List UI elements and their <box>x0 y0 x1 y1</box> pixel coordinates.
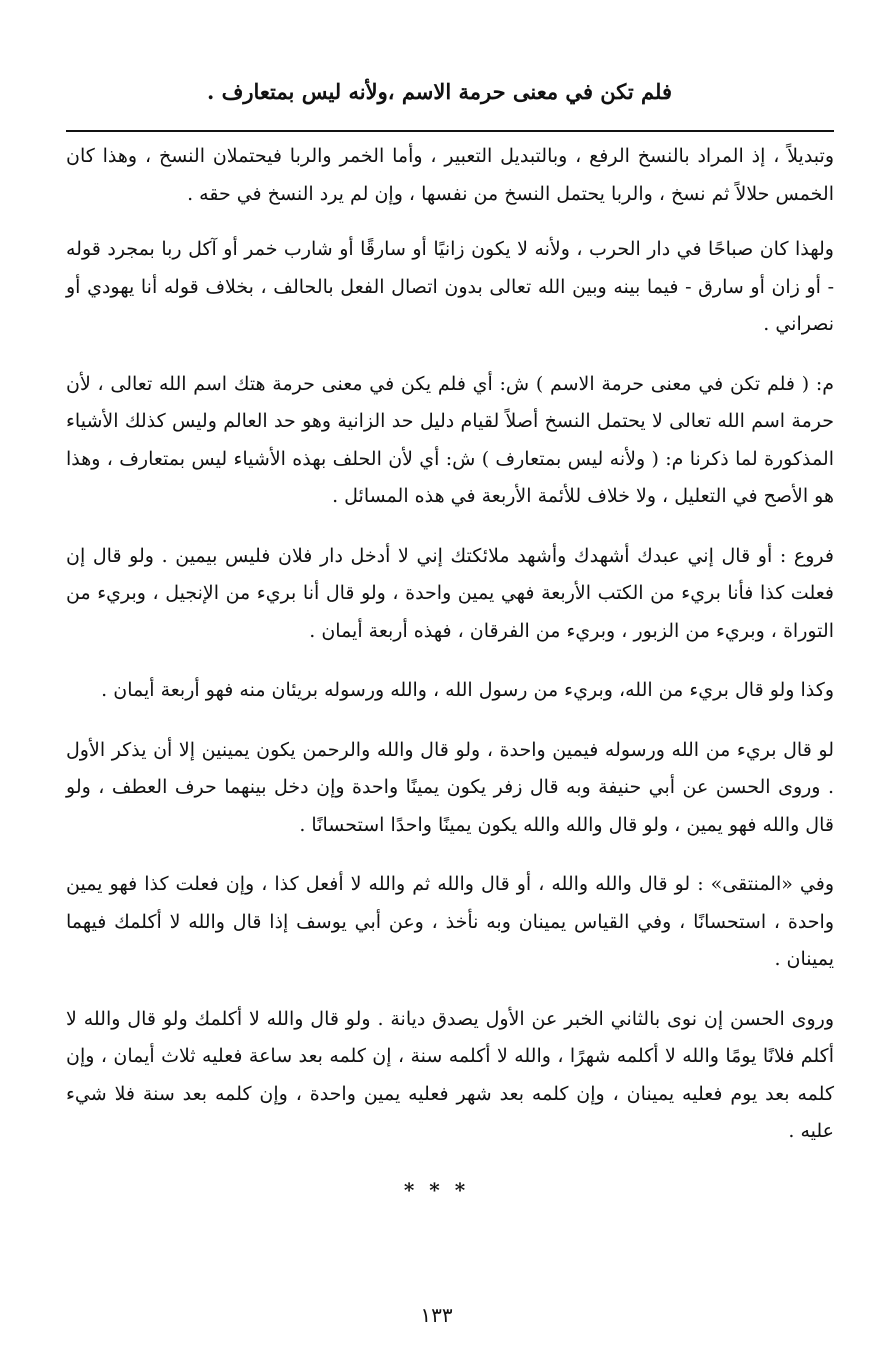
paragraph: لو قال بريء من الله ورسوله فيمين واحدة ، ولو قال والله والرحمن يكون يمينين إلا أن يذكر الأول . وروى الحسن عن أبي حنيفة وبه قال زفر يكون يمينًا واحدة وإن دخل بينهما حرف العطف ، ولو قال والله فهو يمين ، ولو قال والله والله يكون يمينًا واحدًا استحسانًا . <box>66 738 834 836</box>
paragraph: م: ( فلم تكن في معنى حرمة الاسم ) ش: أي فلم يكن في معنى حرمة هتك اسم الله تعالى ، لأن حرمة اسم الله تعالى لا يحتمل النسخ أصلاً لقيام دليل حد الزانية وهو حد العالم وليس كذلك الأشياء المذكورة لما ذكرنا م: ( ولأنه ليس بمتعارف ) ش: أي لأن الحلف بهذه الأشياء ليس بمتعارف ، وهذا هو الأصح في التعليل ، ولا خلاف للأئمة الأربعة في هذه المسائل . <box>66 372 834 507</box>
page-body <box>66 138 834 1173</box>
paragraph: ولهذا كان صباحًا في دار الحرب ، ولأنه لا يكون زانيًا أو سارقًا أو شارب خمر أو آكل ربا بمجرد قوله - أو زان أو سارق - فيما بينه وبين الله تعالى بدون اتصال الفعل بالحالف ، بخلاف قوله أنا يهودي أو نصراني . <box>66 238 834 335</box>
header-divider <box>66 130 834 132</box>
paragraph: وروى الحسن إن نوى بالثاني الخبر عن الأول يصدق ديانة . ولو قال والله لا أكلمك ولو قال والله لا أكلم فلانًا يومًا والله لا أكلمه شهرًا ، والله لا أكلمه سنة ، إن كلمه بعد ساعة فعليه ثلاث أيمان ، وإن كلمه بعد يوم فعليه يمينان ، وإن كلمه بعد شهر فعليه يمين واحدة ، وإن كلمه بعد سنة فلا شيء عليه . <box>66 1007 834 1142</box>
page-number: ١٣٣ <box>420 1303 453 1327</box>
paragraph: وتبديلاً ، إذ المراد بالنسخ الرفع ، وبالتبديل التعبير ، وأما الخمر والربا فيحتملان النسخ ، وهذا كان الخمس حلالاً ثم نسخ ، والربا يحتمل النسخ من نفسها ، وإن لم يرد النسخ في حقه . <box>66 145 834 205</box>
page-header-title: فلم تكن في معنى حرمة الاسم ،ولأنه ليس بمتعارف . <box>207 79 672 104</box>
paragraph: فروع : أو قال إني عبدك أشهدك وأشهد ملائكتك إني لا أدخل دار فلان فليس بيمين . ولو قال إن فعلت كذا فأنا بريء من الكتب الأربعة فهي يمين واحدة ، ولو قال أنا بريء من الإنجيل ، وبريء من التوراة ، وبريء من الزبور ، وبريء من الفرقان ، فهذه أربعة أيمان . <box>66 544 834 642</box>
paragraph: وكذا ولو قال بريء من الله، وبريء من رسول الله ، والله ورسوله بريئان منه فهو أربعة أيمان . <box>101 679 834 701</box>
paragraph: وفي «المنتقى» : لو قال والله والله ، أو قال والله ثم والله لا أفعل كذا ، وإن فعلت كذا فهو يمين واحدة ، استحسانًا ، وفي القياس يمينان وبه نأخذ ، وعن أبي يوسف إذا قال والله لا أكلمك فيهما يمينان . <box>66 873 834 970</box>
section-separator: * * * <box>403 1178 470 1202</box>
